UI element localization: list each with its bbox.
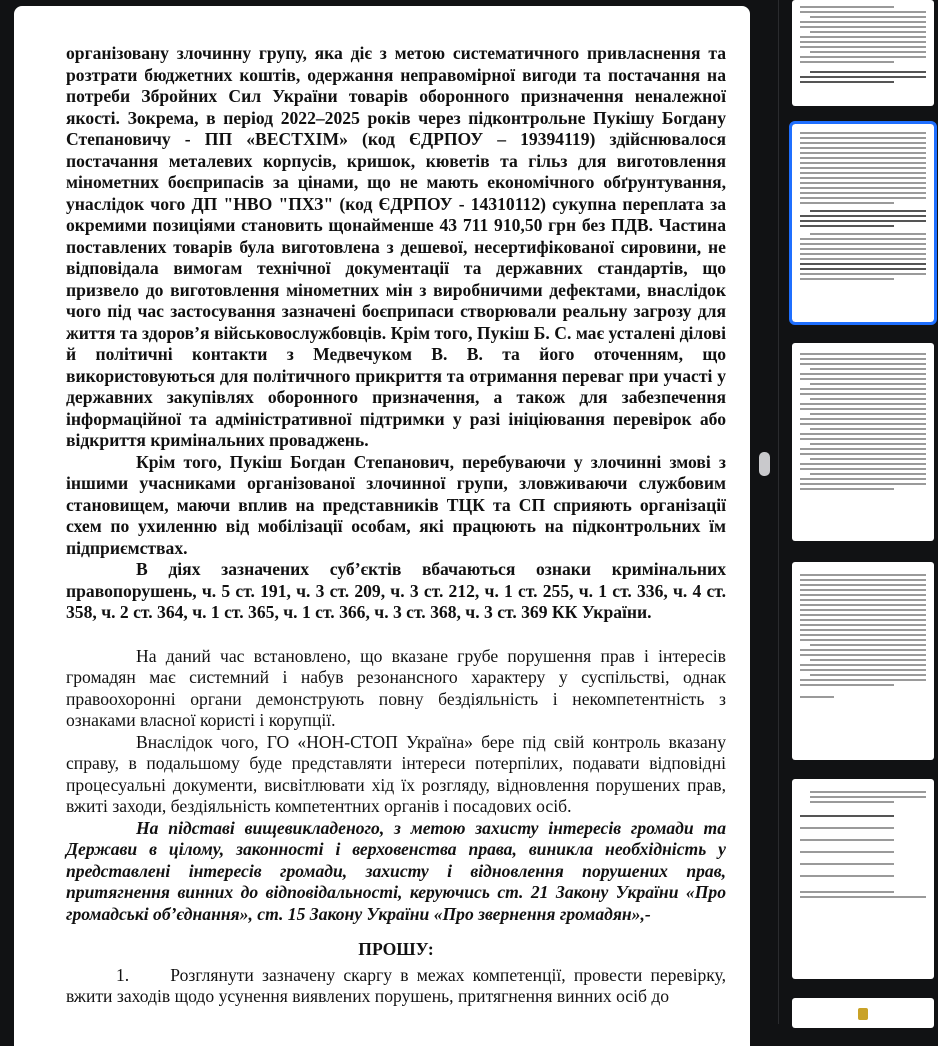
thumb-line — [800, 273, 926, 275]
thumb-line — [800, 76, 926, 78]
thumb-line — [800, 589, 926, 591]
page-thumbnail-1[interactable] — [792, 0, 934, 106]
thumb-line — [810, 801, 894, 803]
thumb-line — [800, 268, 926, 270]
thumb-line — [800, 253, 926, 255]
thumb-line — [810, 458, 926, 460]
thumb-line — [800, 423, 926, 425]
thumb-line — [800, 363, 926, 365]
emblem-icon — [858, 1008, 868, 1020]
thumb-line — [810, 674, 926, 676]
thumb-line — [800, 137, 926, 139]
thumb-line — [810, 413, 926, 415]
thumb-line — [800, 81, 894, 83]
thumb-line — [800, 388, 926, 390]
thumb-line — [800, 61, 894, 63]
paragraph-established: На даний час встановлено, що вказане грубе порушення прав і інтересів громадян має системний і набув резонансного характеру у суспільстві, однак правоохоронні органи демонструють повну бездіяльність і некомпетентність з ознаками власної користі і корупції. — [66, 645, 726, 730]
thumb-line — [810, 473, 926, 475]
thumb-line — [800, 215, 926, 217]
thumb-line — [800, 696, 834, 698]
thumb-line — [810, 368, 926, 370]
thumb-line — [800, 353, 926, 355]
thumb-line — [800, 157, 926, 159]
thumb-line — [800, 654, 926, 656]
thumb-line — [800, 36, 926, 38]
thumb-line — [800, 162, 926, 164]
thumb-line — [810, 71, 926, 73]
thumb-line — [810, 644, 926, 646]
thumb-line — [800, 132, 926, 134]
document-scrollbar-thumb[interactable] — [759, 452, 770, 476]
thumb-line — [800, 373, 926, 375]
thumb-line — [810, 796, 926, 798]
thumb-line — [800, 418, 926, 420]
thumb-line — [810, 428, 926, 430]
thumb-line — [800, 584, 926, 586]
thumb-line — [800, 225, 894, 227]
page-thumbnail-4[interactable] — [792, 562, 934, 760]
paragraph-mobilization: Крім того, Пукіш Богдан Степанович, перебуваючи у злочинні змові з іншими учасниками організованої злочинної групи, зловживаючи службовим становищем, маючи вплив на представників ТЦК та СП сприяють організації схем по ухиленню від мобілізації особам, які працюють на підконтрольних їм підприємствах. — [66, 451, 726, 558]
document-scrollbar-track[interactable] — [758, 0, 772, 1024]
thumb-line — [800, 378, 926, 380]
thumb-line — [810, 16, 926, 18]
thumb-line — [800, 448, 926, 450]
thumb-line — [800, 56, 926, 58]
thumb-line — [800, 604, 926, 606]
thumb-line — [800, 243, 926, 245]
sidebar-divider — [778, 0, 779, 1024]
thumb-line — [800, 202, 894, 204]
thumb-line — [800, 599, 926, 601]
paragraph-criminal-group: організовану злочинну групу, яка діє з метою систематичного привласнення та розтрати бюджетних коштів, одержання неправомірної вигоди та постачання на потреби Збройних Сил України товарів оборонного призначення неналежної якості. Зокрема, в період 2022–2025 років через підконтрольне Пукішу Богдану Степановичу - ПП «ВЕСТХІМ» (код ЄДРПОУ – 19394119) здійснювалося постачання металевих корпусів, кришок, кюветів та гільз для виготовлення мінометних боєприпасів за цінами, що не мають економічного обґрунтування, унаслідок чого ДП "НВО "ПХЗ" (код ЄДРПОУ - 14310112) сукупна переплата за окремими позиціями становить щонайменше 43 711 910,50 грн без ПДВ. Частина поставлених товарів була виготовлена з дешевої, несертифікованої сировини, не відповідала вимогам технічної документації та державних стандартів, що призвело до виготовлення мінометних мін з виробничими дефектами, внаслідок чого під час застосування зазначені боєприпаси створювали реальну загрозу для життя та здоров’я військовослужбовців. Крім того, Пукіш Б. С. має усталені ділові й політичні контакти з Медвечуком В. В. та його оточенням, що використовуються для політичного прикриття та отримання переваг при участі у державних закупівлях оборонного призначення, а також для забезпечення інформаційної та адміністративної підтримки у разі ініціювання перевірок або відкриття кримінальних проваджень. — [66, 43, 726, 450]
page-thumbnail-3[interactable] — [792, 343, 934, 541]
thumb-line — [800, 863, 894, 865]
document-body — [66, 43, 726, 1008]
thumb-line — [800, 6, 894, 8]
thumb-line — [800, 624, 926, 626]
thumb-line — [810, 443, 926, 445]
thumb-line — [800, 815, 894, 817]
thumb-line — [800, 468, 926, 470]
thumb-line — [800, 238, 926, 240]
paragraph-offences: В діях зазначених суб’єктів вбачаються ознаки кримінальних правопорушень, ч. 5 ст. 191, ч. 3 ст. 209, ч. 3 ст. 212, ч. 1 ст. 255, ч. 1 ст. 336, ч. 4 ст. 358, ч. 2 ст. 364, ч. 1 ст. 365, ч. 1 ст. 366, ч. 3 ст. 368, ч. 3 ст. 369 КК України. — [66, 559, 726, 622]
page-thumbnail-2[interactable] — [792, 124, 934, 322]
thumb-line — [800, 263, 926, 265]
paragraph-grounds: На підставі вищевикладеного, з метою захисту інтересів громади та Держави в цілому, законності і верховенства права, виникла необхідність у представлені інтересів громади, захисту і відновлення порушених прав, притягнення винних до відповідальності, керуючись ст. 21 Закону України «Про громадські об’єднання», ст. 15 Закону України «Про звернення громадян»,- — [66, 817, 726, 924]
thumb-line — [800, 438, 926, 440]
thumb-line — [800, 875, 894, 877]
thumb-line — [800, 147, 926, 149]
paragraph-non-stop-control: Внаслідок чого, ГО «НОН-СТОП Україна» бере під свій контроль вказану справу, в подальшому буде представляти інтереси потерпілих, подавати відповідні процесуальні документи, висвітлювати хід їх розгляду, відновлення порушених прав, вжиті заходи, бездіяльність компетентних органів і посадових осіб. — [66, 731, 726, 816]
thumb-line — [800, 393, 926, 395]
thumb-line — [810, 659, 926, 661]
thumb-line — [810, 51, 926, 53]
thumb-line — [800, 26, 926, 28]
thumb-line — [800, 594, 926, 596]
request-heading: ПРОШУ: — [358, 939, 434, 959]
thumb-line — [810, 383, 926, 385]
thumb-line — [800, 177, 926, 179]
thumb-line — [800, 669, 926, 671]
thumb-line — [800, 664, 926, 666]
thumb-line — [800, 488, 894, 490]
thumb-line — [800, 187, 926, 189]
thumb-line — [800, 142, 926, 144]
thumb-line — [800, 403, 926, 405]
thumb-line — [810, 398, 926, 400]
request-item-1 — [66, 965, 726, 1008]
thumb-line — [810, 233, 926, 235]
request-item-1-text: Розглянути зазначену скаргу в межах компетенції, провести перевірку, вжити заходів щодо усунення виявлених порушень, притягнення винних осіб до — [66, 964, 726, 1006]
thumb-line — [810, 31, 926, 33]
thumb-line — [800, 21, 926, 23]
thumb-line — [800, 614, 926, 616]
thumb-line — [800, 453, 926, 455]
thumb-line — [800, 182, 926, 184]
thumb-line — [800, 463, 926, 465]
thumb-line — [800, 358, 926, 360]
thumb-line — [800, 278, 894, 280]
thumb-line — [800, 152, 926, 154]
thumb-line — [800, 629, 926, 631]
thumb-line — [800, 41, 926, 43]
page-thumbnail-5[interactable] — [792, 779, 934, 979]
document-page — [14, 6, 750, 1046]
thumb-line — [800, 639, 926, 641]
thumb-line — [800, 634, 926, 636]
thumb-line — [810, 210, 926, 212]
thumb-line — [800, 11, 926, 13]
thumb-line — [800, 220, 926, 222]
thumb-line — [800, 827, 894, 829]
thumb-line — [800, 483, 926, 485]
thumb-line — [800, 192, 926, 194]
thumb-line — [800, 574, 926, 576]
request-item-1-number: 1. — [116, 964, 130, 985]
thumb-line — [800, 619, 926, 621]
thumb-line — [800, 609, 926, 611]
thumb-line — [800, 649, 926, 651]
thumb-line — [800, 478, 926, 480]
thumb-line — [800, 839, 894, 841]
thumb-line — [810, 791, 926, 793]
thumb-line — [800, 258, 926, 260]
thumb-line — [800, 172, 926, 174]
thumb-line — [800, 851, 894, 853]
thumb-line — [800, 167, 926, 169]
thumb-line — [800, 579, 926, 581]
thumb-line — [800, 433, 926, 435]
thumb-line — [800, 197, 926, 199]
thumb-line — [800, 891, 894, 893]
thumb-line — [800, 684, 894, 686]
thumb-line — [800, 679, 926, 681]
thumb-line — [800, 248, 926, 250]
thumb-line — [800, 408, 926, 410]
thumb-line — [800, 896, 926, 898]
thumb-line — [800, 46, 926, 48]
